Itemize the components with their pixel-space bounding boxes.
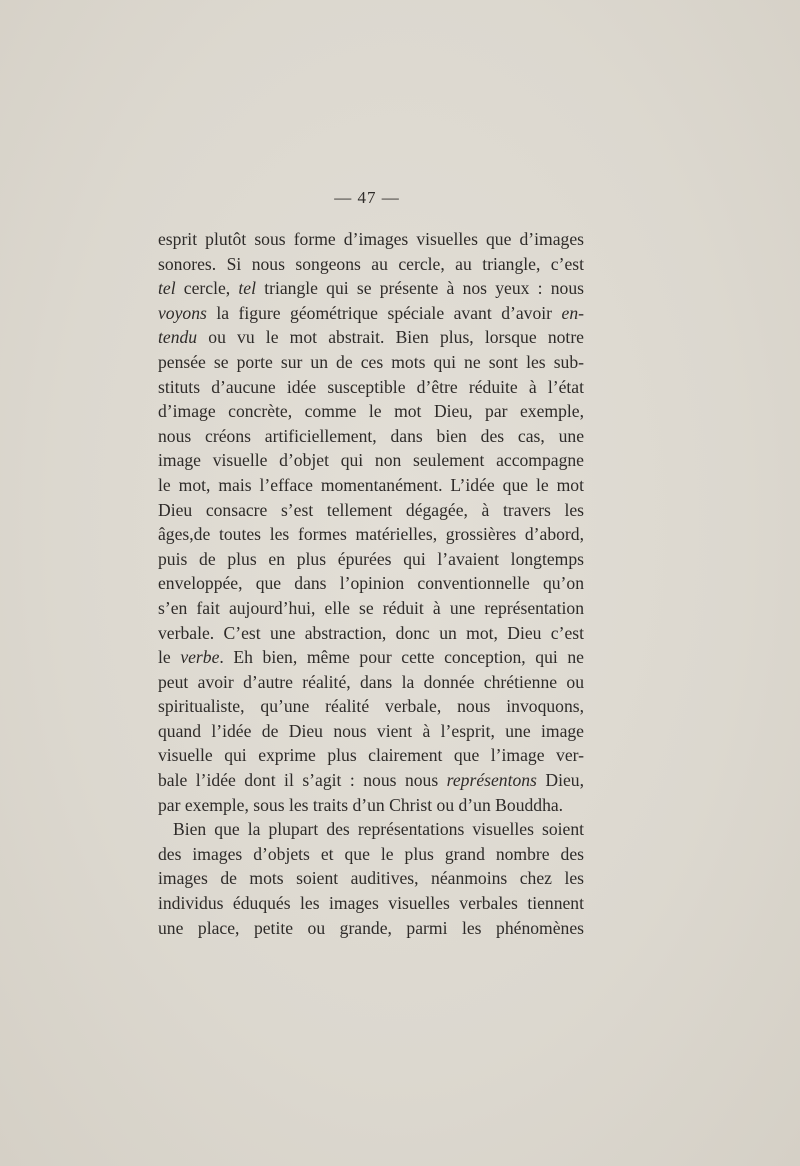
text-line bbox=[158, 793, 584, 818]
text-segment: stituts d’aucune idée susceptible d’être réduite à l’état bbox=[158, 376, 584, 397]
text-line bbox=[158, 842, 584, 867]
text-line bbox=[158, 891, 584, 916]
text-line bbox=[158, 399, 584, 424]
text-segment: s’en fait aujourd’hui, elle se réduit à une représentation bbox=[158, 597, 584, 618]
text-segment: spiritualiste, qu’une réalité verbale, nous invoquons, bbox=[158, 696, 584, 717]
text-segment: par exemple, sous les traits d’un Christ ou d’un Bouddha. bbox=[158, 794, 564, 815]
text-segment: puis de plus en plus épurées qui l’avaient longtemps bbox=[158, 548, 584, 569]
italic-text: voyons bbox=[158, 302, 207, 323]
text-segment: visuelle qui exprime plus clairement que l’image ver- bbox=[158, 745, 584, 766]
text-line bbox=[158, 424, 584, 449]
text-line bbox=[158, 547, 584, 572]
text-line bbox=[158, 498, 584, 523]
text-segment: peut avoir d’autre réalité, dans la donnée chrétienne ou bbox=[158, 671, 584, 692]
text-segment: individus éduqués les images visuelles verbales tiennent bbox=[158, 893, 584, 914]
text-line bbox=[158, 252, 584, 277]
italic-text: tendu bbox=[158, 327, 198, 348]
body-text bbox=[158, 227, 584, 940]
text-segment: bale l’idée dont il s’agit : nous nous bbox=[158, 770, 447, 791]
text-segment: verbale. C’est une abstraction, donc un mot, Dieu c’est bbox=[158, 622, 584, 643]
text-line bbox=[158, 596, 584, 621]
text-line bbox=[158, 645, 584, 670]
text-line bbox=[158, 375, 584, 400]
text-line bbox=[158, 325, 584, 350]
text-line bbox=[158, 916, 584, 941]
text-segment: des images d’objets et que le plus grand nombre des bbox=[158, 843, 584, 864]
text-line bbox=[158, 694, 584, 719]
text-segment: ou vu le mot abstrait. Bien plus, lorsque notre bbox=[197, 327, 584, 348]
text-segment: triangle qui se présente à nos yeux : nous bbox=[256, 278, 584, 299]
text-segment: . Eh bien, même pour cette conception, qui ne bbox=[219, 647, 584, 668]
italic-text: tel bbox=[238, 278, 256, 299]
text-line bbox=[158, 301, 584, 326]
text-line bbox=[158, 350, 584, 375]
text-segment: image visuelle d’objet qui non seulement accompagne bbox=[158, 450, 584, 471]
text-segment: sonores. Si nous songeons au cercle, au triangle, c’est bbox=[158, 253, 584, 274]
text-line bbox=[158, 522, 584, 547]
italic-text: verbe bbox=[180, 647, 220, 668]
text-segment: le mot, mais l’efface momentanément. L’idée que le mot bbox=[158, 474, 584, 495]
text-line bbox=[158, 719, 584, 744]
text-line bbox=[158, 448, 584, 473]
text-segment: le bbox=[158, 647, 181, 668]
text-line bbox=[158, 817, 584, 842]
text-line bbox=[158, 866, 584, 891]
text-segment: quand l’idée de Dieu nous vient à l’esprit, une image bbox=[158, 720, 584, 741]
text-line bbox=[158, 276, 584, 301]
text-line bbox=[158, 621, 584, 646]
text-segment: enveloppée, que dans l’opinion conventionnelle qu’on bbox=[158, 573, 584, 594]
page-number: — 47 — bbox=[334, 188, 400, 207]
text-segment: une place, petite ou grande, parmi les phénomènes bbox=[158, 917, 584, 938]
text-segment: cercle, bbox=[175, 278, 239, 299]
text-segment: âges,de toutes les formes matérielles, grossières d’abord, bbox=[158, 524, 584, 545]
text-segment: Dieu, bbox=[536, 770, 584, 791]
italic-text: représentons bbox=[446, 770, 537, 791]
text-segment: d’image concrète, comme le mot Dieu, par exemple, bbox=[158, 401, 584, 422]
italic-text: tel bbox=[158, 278, 176, 299]
text-line bbox=[158, 743, 584, 768]
text-line bbox=[158, 670, 584, 695]
text-line bbox=[158, 571, 584, 596]
italic-text: en- bbox=[561, 302, 584, 323]
text-line bbox=[158, 473, 584, 498]
text-segment: images de mots soient auditives, néanmoins chez les bbox=[158, 868, 584, 889]
text-segment: la figure géométrique spéciale avant d’avoir bbox=[206, 302, 562, 323]
text-segment: pensée se porte sur un de ces mots qui ne sont les sub- bbox=[158, 351, 584, 372]
text-line bbox=[158, 227, 584, 252]
text-segment: Bien que la plupart des représentations visuelles soient bbox=[173, 819, 584, 840]
text-segment: nous créons artificiellement, dans bien des cas, une bbox=[158, 425, 584, 446]
text-segment: esprit plutôt sous forme d’images visuelles que d’images bbox=[158, 229, 584, 249]
text-segment: Dieu consacre s’est tellement dégagée, à travers les bbox=[158, 499, 584, 520]
text-line bbox=[158, 768, 584, 793]
